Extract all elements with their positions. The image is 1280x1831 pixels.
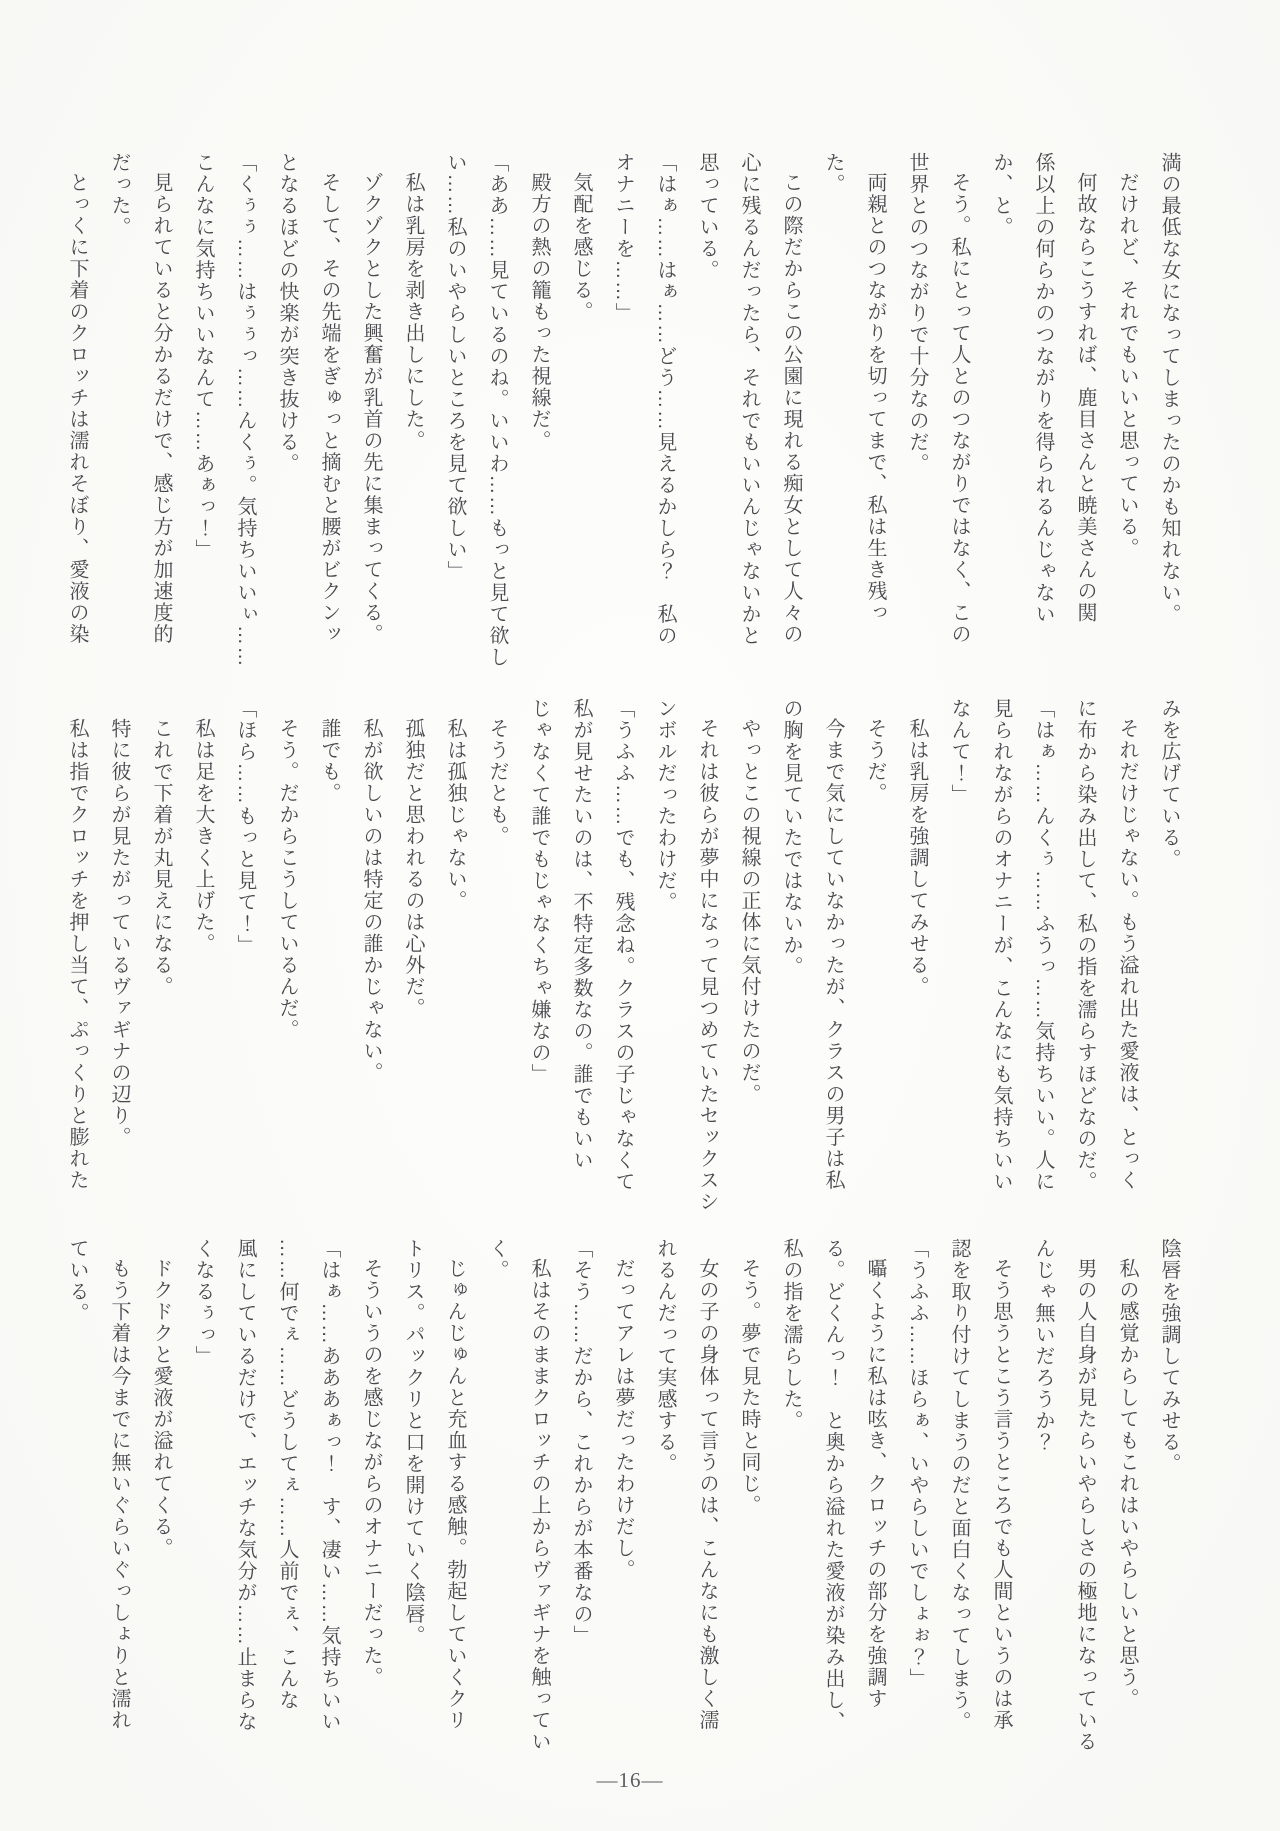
text-line: そうだとも。 [486,718,508,847]
text-row-middle [54,698,1190,1222]
text-line: 世界とのつながりで十分なのだ。 [906,152,928,475]
text-line: ……何でぇ……どうしてぇ……人前でぇ、こんな [276,1238,298,1711]
text-line: か、と。 [990,152,1012,238]
text-line: 孤独だと思われるのは心外だ。 [402,718,424,1019]
text-line: そして、その先端をぎゅっと摘むと腰がビクンッ [318,172,340,645]
text-row-bottom [54,1238,1190,1762]
text-line: 見られていると分かるだけで、感じ方が加速度的 [150,172,172,645]
text-line: ンボルだったわけだ。 [654,698,676,913]
text-line: 私は乳房を剥き出しにした。 [402,172,424,452]
text-line: とっくに下着のクロッチは濡れそぼり、愛液の染 [66,172,88,645]
text-line: 私が見せたいのは、不特定多数なの。誰でもいい [570,698,592,1171]
text-line: じゃなくて誰でもじゃなくちゃ嫌なの」 [528,698,550,1085]
text-line: 「そう……だから、これからが本番なの」 [570,1238,592,1647]
page-number: —16— [596,1768,664,1792]
text-line: 風にしているだけで、エッチな気分が……止まらな [234,1238,256,1733]
text-line: 「うふふ……でも、残念ね。クラスの子じゃなくて [612,698,634,1193]
text-line: くなるぅっ」 [192,1238,214,1367]
text-line: この際だからこの公園に現れる痴女として人々の [780,172,802,645]
text-line: 私は足を大きく上げた。 [192,718,214,955]
text-line: だった。 [108,152,130,238]
text-line: 私は指でクロッチを押し当て、ぷっくりと膨れた [66,718,88,1191]
text-line: ている。 [66,1238,88,1324]
text-line: 特に彼らが見たがっているヴァギナの辺り。 [108,718,130,1148]
text-line: トリス。パックリと口を開けていく陰唇。 [402,1238,424,1647]
text-line: れるんだって実感する。 [654,1238,676,1475]
text-line: 私はそのままクロッチの上からヴァギナを触ってい [528,1258,550,1753]
text-line: 思っている。 [696,152,718,281]
text-line: た。 [822,152,844,195]
text-line: 満の最低な女になってしまったのかも知れない。 [1158,152,1180,625]
text-line: く。 [486,1238,508,1281]
text-line: 「くぅぅ……はぅぅっ……んくぅ。気持ちいいぃ…… [234,152,256,668]
text-line: 見られながらのオナニーが、こんなにも気持ちいい [990,698,1012,1193]
text-line: そう。私にとって人とのつながりではなく、この [948,172,970,645]
text-row-top [54,152,1190,676]
text-line: 私は乳房を強調してみせる。 [906,718,928,998]
text-line: 私が欲しいのは特定の誰かじゃない。 [360,718,382,1084]
text-line: もう下着は今までに無いぐらいぐっしょりと濡れ [108,1258,130,1731]
text-line: それは彼らが夢中になって見つめていたセックスシ [696,718,718,1213]
text-line: 「はぁ……んくぅ……ふうっ……気持ちいい。人に [1032,698,1054,1193]
text-line: 何故ならこうすれば、鹿目さんと暁美さんの関 [1074,172,1096,624]
text-line: 私は孤独じゃない。 [444,718,466,912]
text-line: 私の指を濡らした。 [780,1238,802,1432]
text-line: 両親とのつながりを切ってまで、私は生き残っ [864,172,886,624]
text-line: ゾクゾクとした興奮が乳首の先に集まってくる。 [360,172,382,645]
text-line: 殿方の熱の籠もった視線だ。 [528,172,550,452]
text-line: 男の人自身が見たらいやらしさの極地になっている [1074,1258,1096,1753]
text-line: オナニーを……」 [612,152,634,324]
text-line: 「ああ……見ているのね。いいわ……もっと見て欲し [486,152,508,668]
text-line: みを広げている。 [1158,698,1180,870]
text-line: い……私のいやらしいところを見て欲しい」 [444,152,466,582]
text-line: 「ほら……もっと見て！」 [234,698,256,956]
text-line: 「はぁ……あああぁっ！ す、凄い……気持ちいい [318,1238,340,1733]
text-line: これで下着が丸見えになる。 [150,718,172,998]
text-line: 女の子の身体って言うのは、こんなにも激しく濡 [696,1258,718,1731]
text-line: 「うふふ……ほらぁ、いやらしいでしょぉ？」 [906,1238,928,1690]
text-line: こんなに気持ちいいなんて……あぁっ！」 [192,152,214,561]
text-line: ドクドクと愛液が溢れてくる。 [150,1258,172,1559]
text-line: 囁くように私は呟き、クロッチの部分を強調す [864,1258,886,1710]
text-line: 心に残るんだったら、それでもいいんじゃないかと [738,152,760,647]
text-line: となるほどの快楽が突き抜ける。 [276,152,298,475]
text-line: そうだ。 [864,718,886,804]
text-line: 気配を感じる。 [570,172,592,323]
text-line: に布から染み出して、私の指を濡らすほどなのだ。 [1074,698,1096,1193]
text-line: 係以上の何らかのつながりを得られるんじゃない [1032,152,1054,625]
text-line: だってアレは夢だったわけだし。 [612,1258,634,1581]
text-line: そういうのを感じながらのオナニーだった。 [360,1258,382,1688]
text-line: 陰唇を強調してみせる。 [1158,1238,1180,1475]
text-line: やっとこの視線の正体に気付けたのだ。 [738,718,760,1105]
text-line: 誰でも。 [318,718,340,804]
text-line: の胸を見ていたではないか。 [780,698,802,978]
text-line: 私の感覚からしてもこれはいやらしいと思う。 [1116,1258,1138,1710]
text-line: る。どくんっ！ と奥から溢れた愛液が染み出し、 [822,1238,844,1733]
text-line: なんて！」 [948,698,970,806]
text-line: 「はぁ……はぁ……どう……見えるかしら？ 私の [654,152,676,647]
text-line: んじゃ無いだろうか？ [1032,1238,1054,1453]
text-line: 認を取り付けてしまうのだと面白くなってしまう。 [948,1238,970,1733]
text-line: それだけじゃない。もう溢れ出た愛液は、とっく [1116,718,1138,1191]
text-line: 今まで気にしていなかったが、クラスの男子は私 [822,718,844,1191]
text-line: だけれど、それでもいいと思っている。 [1116,172,1138,559]
text-line: そう思うとこう言うところでも人間というのは承 [990,1258,1012,1731]
text-line: そう。だからこうしているんだ。 [276,718,298,1041]
text-line: じゅんじゅんと充血する感触。勃起していくクリ [444,1258,466,1731]
text-line: そう。夢で見た時と同じ。 [738,1258,760,1516]
